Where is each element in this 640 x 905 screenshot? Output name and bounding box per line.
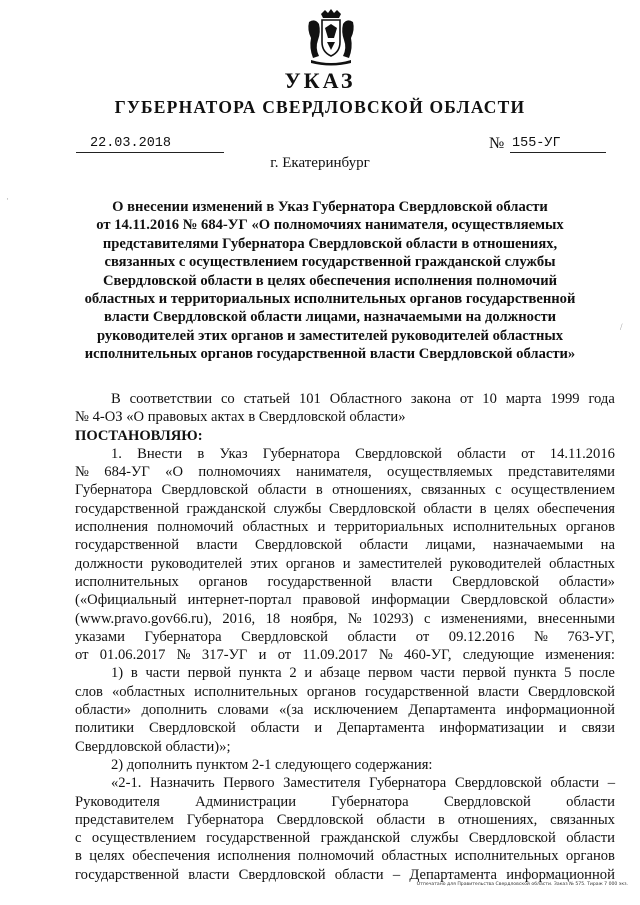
document-type-title: УКАЗ	[284, 68, 356, 93]
body-line: Руководителя Администрации Губернатора Свердловской области	[75, 793, 615, 810]
heading-line: Свердловской области в целях обеспечения исполнения полномочий	[102, 272, 558, 289]
heading-line: представителями Губернатора Свердловской области в отношениях,	[102, 235, 558, 252]
body-line: должности руководителей этих органов и заместителей руководителей областных	[75, 555, 615, 572]
body-line: № 4-ОЗ «О правовых актах в Свердловской области»	[75, 409, 406, 426]
body-line: (www.pravo.gov66.ru), 2016, 18 ноября, № 10293) с изменениями, внесенными	[75, 610, 615, 627]
heading-line: связанных с осуществлением государственной гражданской службы	[104, 254, 556, 271]
body-line: в целях обеспечения исполнения полномочий областных исполнительных органов	[75, 848, 615, 865]
print-footer: Отпечатано для Правительства Свердловской области. Заказ № 575. Тираж 7 000 экз.	[416, 882, 628, 887]
body-line: исполнительных органов государственной власти Свердловской области»	[75, 573, 615, 590]
body-line: Губернатора Свердловской области в отношениях, связанных с осуществлением	[75, 482, 615, 499]
body-line: 2) дополнить пунктом 2-1 следующего содержания:	[111, 756, 433, 773]
body-line: В соответствии со статьей 101 Областного закона от 10 марта 1999 года	[111, 391, 615, 407]
body-line: («Официальный интернет-портал правовой информации Свердловской области»	[75, 592, 615, 609]
decree-body	[75, 390, 615, 884]
heading-line: исполнительных органов государственной власти Свердловской области»	[84, 346, 576, 363]
body-line: «2-1. Назначить Первого Заместителя Губернатора Свердловской области –	[111, 775, 615, 792]
body-line: с осуществлением государственной гражданской службы Свердловской области	[75, 830, 615, 847]
coat-of-arms-icon	[301, 8, 361, 68]
decree-number: 155-УГ	[510, 136, 606, 153]
body-line: от 01.06.2017 № 317-УГ и от 11.09.2017 № 460-УГ, следующие изменения:	[75, 647, 615, 664]
heading-line: власти Свердловской области лицами, назначаемыми на должности	[103, 309, 557, 326]
body-line: № 684-УГ «О полномочиях нанимателя, осуществляемых представителями	[75, 464, 615, 481]
number-sign: №	[489, 135, 505, 152]
heading-line: руководителей этих органов и заместителей руководителей областных	[96, 327, 564, 344]
body-line: государственной власти Свердловской области – Департамента информационной	[75, 866, 615, 883]
body-line: государственной гражданской службы Свердловской области в целях обеспечения	[75, 500, 615, 517]
body-line: 1. Внести в Указ Губернатора Свердловской области от 14.11.2016	[111, 445, 615, 462]
resolution-keyword: ПОСТАНОВЛЯЮ:	[75, 427, 203, 444]
body-line: исполнения полномочий областных и территориальных исполнительных органов	[75, 519, 615, 536]
city: г. Екатеринбург	[270, 155, 370, 171]
heading-line: от 14.11.2016 № 684-УГ «О полномочиях нанимателя, осуществляемых	[96, 217, 564, 234]
body-line: Свердловской области)»;	[75, 738, 231, 755]
body-line: области» дополнить словами «(за исключением Департамента информационной	[75, 702, 615, 719]
body-line: слов «областных исполнительных органов государственной власти Свердловской	[75, 683, 615, 700]
body-line: представителем Губернатора Свердловской области в отношениях, связанных	[75, 811, 615, 828]
margin-tick: /	[620, 322, 623, 332]
decree-heading	[60, 198, 600, 364]
body-line: 1) в части первой пункта 2 и абзаце первом части первой пункта 5 после	[111, 665, 615, 682]
heading-line: О внесении изменений в Указ Губернатора Свердловской области	[112, 199, 548, 215]
decree-date: 22.03.2018	[76, 136, 224, 153]
body-line: политики Свердловской области и Департамента информатизации и связи	[75, 720, 615, 737]
body-line: указами Губернатора Свердловской области от 09.12.2016 № 763-УГ,	[75, 628, 615, 645]
heading-line: областных и территориальных исполнительных органов государственной	[84, 291, 576, 308]
margin-dot: ·	[6, 194, 9, 204]
body-line: государственной власти Свердловской области лицами, назначаемыми на	[75, 537, 615, 554]
issuer-title: ГУБЕРНАТОРА СВЕРДЛОВСКОЙ ОБЛАСТИ	[114, 97, 526, 117]
